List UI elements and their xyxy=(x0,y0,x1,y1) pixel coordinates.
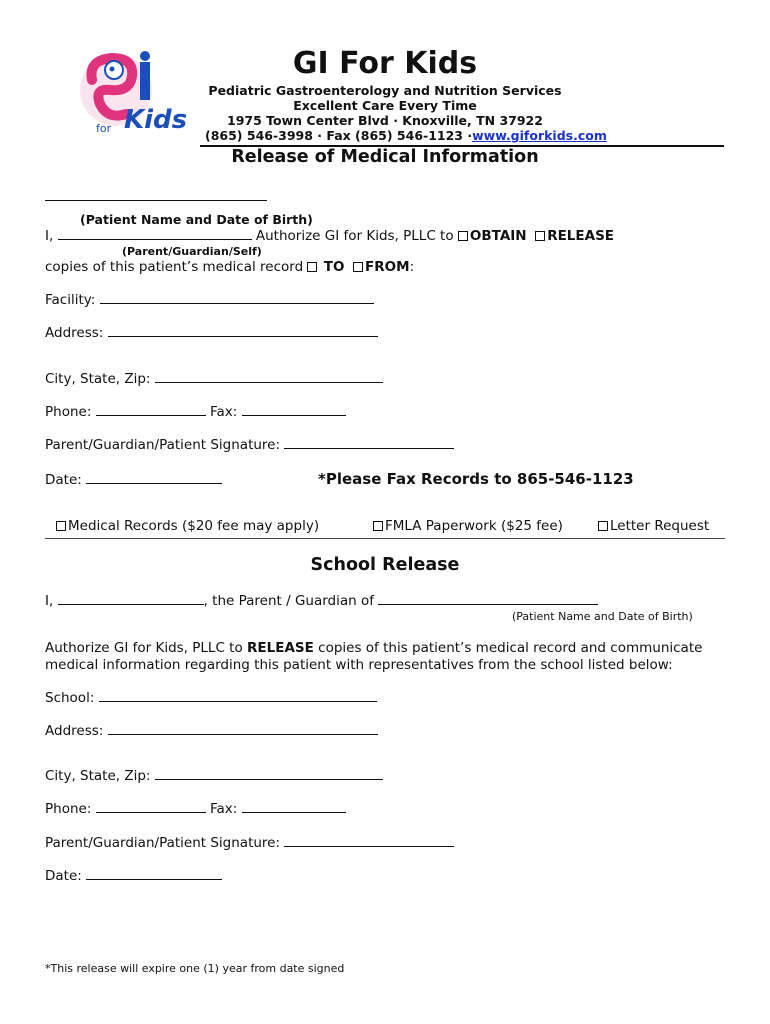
address-row xyxy=(45,325,378,341)
fmla-label: FMLA Paperwork ($25 fee) xyxy=(385,518,563,534)
fax-notice: *Please Fax Records to 865-546-1123 xyxy=(318,470,634,488)
address-label: Address: xyxy=(45,325,104,341)
school-row xyxy=(45,690,377,706)
parent-guardian-text: , the Parent / Guardian of xyxy=(203,593,375,609)
school-release-word: RELEASE xyxy=(247,640,314,656)
city-field[interactable] xyxy=(155,371,383,383)
contact-line xyxy=(205,128,607,143)
option-medical-records[interactable] xyxy=(56,518,319,534)
to-label: TO xyxy=(323,259,345,275)
school-date-field[interactable] xyxy=(86,868,222,880)
phone-field[interactable] xyxy=(96,404,206,416)
school-heading: School Release xyxy=(310,555,460,575)
school-city-row xyxy=(45,768,383,784)
city-row xyxy=(45,371,383,387)
patient-name-line[interactable] xyxy=(45,200,267,201)
patient-caption: (Patient Name and Date of Birth) xyxy=(80,212,313,227)
option-fmla[interactable] xyxy=(373,518,563,534)
school-phone-label: Phone: xyxy=(45,801,92,817)
medical-records-checkbox[interactable] xyxy=(56,521,66,531)
school-fax-label: Fax: xyxy=(209,801,238,817)
copies-text: copies of this patient’s medical record xyxy=(45,259,304,275)
school-authorize-pre: Authorize GI for Kids, PLLC to xyxy=(45,640,243,656)
facility-field[interactable] xyxy=(100,292,374,304)
school-patient-field[interactable] xyxy=(378,593,598,605)
school-signature-label: Parent/Guardian/Patient Signature: xyxy=(45,835,281,851)
school-authorize-line-2: medical information regarding this patient with representatives from the school listed below: xyxy=(45,657,673,673)
city-label: City, State, Zip: xyxy=(45,371,151,387)
authorize-row xyxy=(45,228,614,244)
signature-row xyxy=(45,437,454,453)
address-line: 1975 Town Center Blvd · Knoxville, TN 37922 xyxy=(227,113,543,128)
subtitle-line-1: Pediatric Gastroenterology and Nutrition Services xyxy=(208,83,562,98)
school-guardian-field[interactable] xyxy=(58,593,204,605)
school-signature-field[interactable] xyxy=(284,835,454,847)
option-letter[interactable] xyxy=(598,518,709,534)
copies-row xyxy=(45,259,414,275)
school-i-label: I, xyxy=(45,593,54,609)
logo-kids-text: Kids xyxy=(124,105,188,135)
school-field[interactable] xyxy=(99,690,377,702)
i-label: I, xyxy=(45,228,54,244)
school-parent-row xyxy=(45,593,598,609)
facility-row xyxy=(45,292,374,308)
to-checkbox[interactable] xyxy=(307,262,317,272)
school-address-field[interactable] xyxy=(108,723,378,735)
logo-for-text: for xyxy=(96,122,112,135)
phone-label: Phone: xyxy=(45,404,92,420)
letter-label: Letter Request xyxy=(610,518,710,534)
school-signature-row xyxy=(45,835,454,851)
school-address-row xyxy=(45,723,378,739)
release-label: RELEASE xyxy=(547,228,615,244)
guardian-name-field[interactable] xyxy=(58,228,252,240)
school-authorize-post: copies of this patient’s medical record and communicate xyxy=(318,640,703,656)
authorize-text: Authorize GI for Kids, PLLC to xyxy=(255,228,454,244)
obtain-label: OBTAIN xyxy=(469,228,527,244)
guardian-caption: (Parent/Guardian/Self) xyxy=(122,245,262,258)
medical-records-label: Medical Records ($20 fee may apply) xyxy=(68,518,320,534)
school-date-row xyxy=(45,868,222,884)
school-date-label: Date: xyxy=(45,868,82,884)
colon: : xyxy=(409,259,415,275)
phone-fax-text: (865) 546-3998 · Fax (865) 546-1123 · xyxy=(205,128,473,143)
section-divider xyxy=(45,538,725,539)
school-fax-field[interactable] xyxy=(242,801,346,813)
school-patient-caption: (Patient Name and Date of Birth) xyxy=(512,610,693,623)
school-phone-row xyxy=(45,801,346,817)
from-label: FROM xyxy=(365,259,410,275)
phone-row xyxy=(45,404,346,420)
subtitle-line-2: Excellent Care Every Time xyxy=(293,98,477,113)
fax-field[interactable] xyxy=(242,404,346,416)
from-checkbox[interactable] xyxy=(353,262,363,272)
school-city-field[interactable] xyxy=(155,768,383,780)
school-label: School: xyxy=(45,690,95,706)
school-authorize-line-1 xyxy=(45,640,702,656)
facility-label: Facility: xyxy=(45,292,96,308)
expiry-note: *This release will expire one (1) year from date signed xyxy=(45,962,345,975)
school-phone-field[interactable] xyxy=(96,801,206,813)
signature-label: Parent/Guardian/Patient Signature: xyxy=(45,437,281,453)
release-checkbox[interactable] xyxy=(535,231,545,241)
website-link[interactable]: www.giforkids.com xyxy=(472,128,607,143)
release-heading: Release of Medical Information xyxy=(231,147,539,167)
school-city-label: City, State, Zip: xyxy=(45,768,151,784)
fax-label: Fax: xyxy=(209,404,238,420)
date-label: Date: xyxy=(45,472,82,488)
page-title: GI For Kids xyxy=(292,46,478,81)
date-field[interactable] xyxy=(86,472,222,484)
signature-field[interactable] xyxy=(284,437,454,449)
school-address-label: Address: xyxy=(45,723,104,739)
date-row xyxy=(45,472,222,488)
address-field[interactable] xyxy=(108,325,378,337)
obtain-checkbox[interactable] xyxy=(458,231,468,241)
fmla-checkbox[interactable] xyxy=(373,521,383,531)
letter-checkbox[interactable] xyxy=(598,521,608,531)
